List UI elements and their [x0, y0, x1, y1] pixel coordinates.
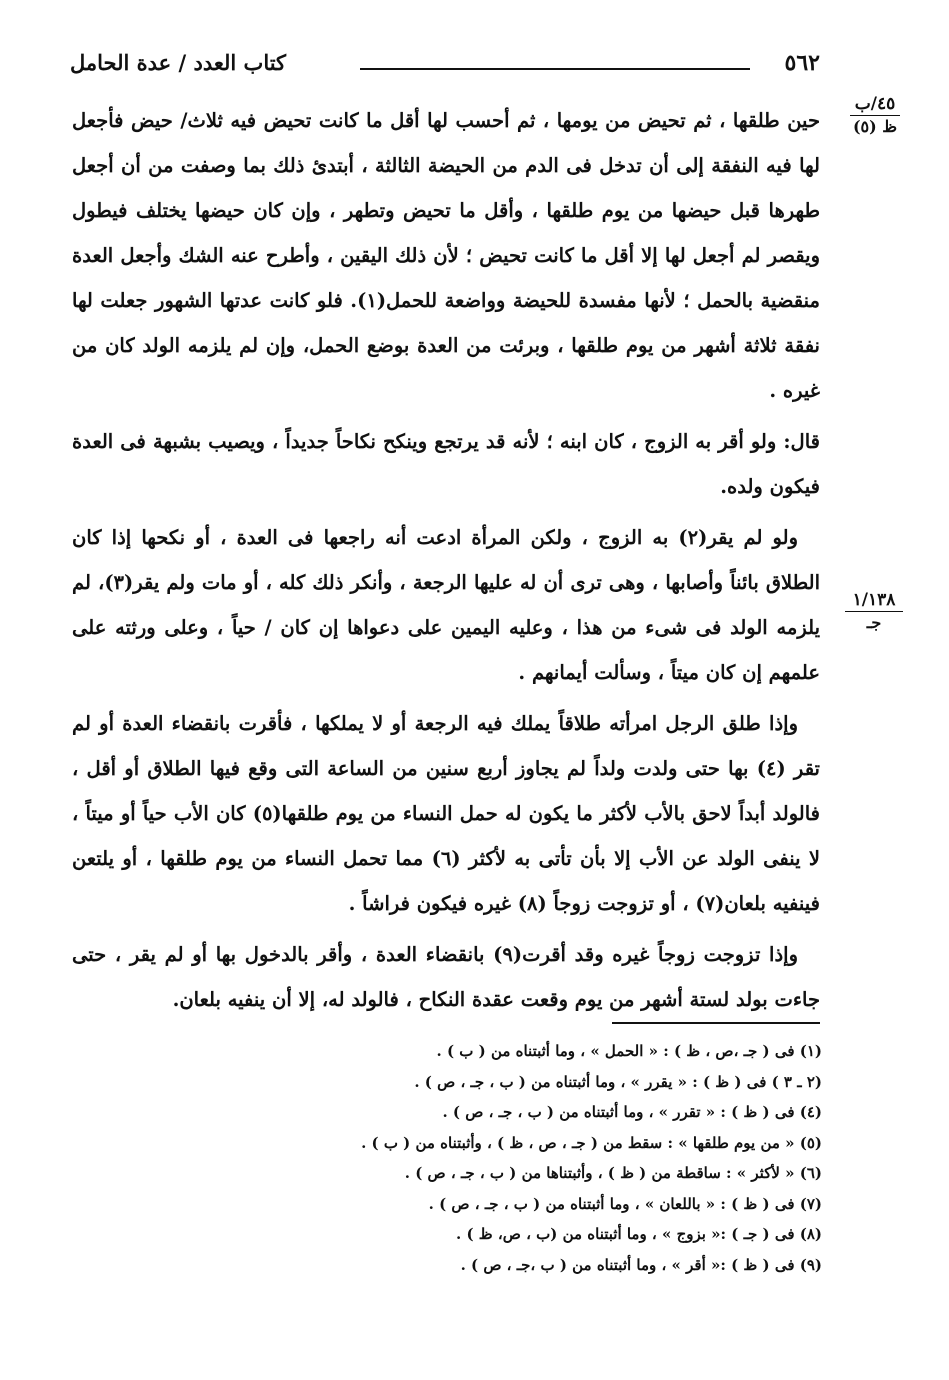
footnote: (٩) فى ( ظ ) :« أقر » ، وما أثبتناه من ( ب ،جـ ، ص ) .: [460, 1255, 822, 1274]
margin-note-bottom: جـ: [866, 613, 882, 632]
footnotes: [300, 1036, 822, 1280]
page-header: [70, 42, 820, 82]
paragraph-lead: قال:: [783, 430, 820, 453]
footnote: (٧) فى ( ظ ) : « باللعان » ، وما أثبتناه من ( ب ، جـ ، ص ) .: [428, 1194, 822, 1213]
running-title: كتاب العدد / عدة الحامل: [70, 50, 287, 75]
footnote-divider: [612, 1022, 820, 1024]
margin-note-top: ٤٥/ب: [850, 94, 900, 116]
paragraph: [72, 98, 820, 413]
paragraph-text: ولو أقر به الزوج ، كان ابنه ؛ لأنه قد يرتجع وينكح نكاحاً جديداً ، ويصيب بشبهة فى العدة فيكون ولده.: [72, 430, 820, 498]
margin-note-top: ١/١٣٨: [845, 590, 903, 612]
footnote: (٨) فى ( جـ ) :« بزوج » ، وما أثبتناه من (ب ، ص، ظ ) .: [456, 1225, 822, 1243]
paragraph-text: وإذا تزوجت زوجاً غيره وقد أقرت(٩) بانقضاء العدة ، وأقر بالدخول بها أو لم يقر ، حتى جاءت بولد لستة أشهر من يوم وقعت عقدة النكاح ، فالولد له، إلا أن ينفيه بلعان.: [72, 943, 820, 1011]
margin-note-bottom: ظ (٥): [852, 117, 898, 136]
paragraph: [72, 932, 820, 1022]
paragraph-text: ولو لم يقر(٢) به الزوج ، ولكن المرأة ادعت أنه راجعها فى العدة ، أو نكحها إذا كان الطلاق بائناً وأصابها ، وهى ترى أن له عليها الرجعة ، وأنكر ذلك كله ، أو مات ولم يقر(٣)، لم يلزمه الولد فى شىء من هذا ، وعليه اليمين على دعواها إن كان / حياً ، وعلى ورثته على علمهم إن كان ميتاً ، وسألت أيمانهم .: [72, 526, 820, 684]
main-text: [72, 98, 820, 1028]
page-number: ٥٦٢: [784, 50, 820, 76]
footnote: (٦) « لأكثر » : ساقطة من ( ظ ) ، وأثبتناها من ( ب ، جـ ، ص ) .: [404, 1164, 822, 1182]
paragraph: [72, 419, 820, 509]
margin-note-manuscript-ref: [850, 94, 900, 136]
footnote: (١) فى ( جـ ،ص ، ظ ) : « الحمل » ، وما أثبتناه من ( ب ) .: [436, 1042, 822, 1060]
margin-note-manuscript-ref: [845, 590, 903, 632]
paragraph-text: حين طلقها ، ثم تحيض من يومها ، ثم أحسب لها أقل ما كانت تحيض فيه ثلاث/ حيض فأجعل لها فيه النفقة إلى أن تدخل فى الدم من الحيضة الثالثة ، أبتدئ ذلك بما وصفت من أن أجعل طهرها قبل حيضها من يوم طلقها ، وأقل ما تحيض وتطهر ، وإن كان حيضها يختلف فيطول ويقصر لم أجعل لها إلا أقل ما كانت تحيض ؛ لأن ذلك اليقين ، وأطرح عنه الشك وأجعل العدة منقضية بالحمل ؛ لأنها مفسدة للحيضة وواضعة للحمل(١). فلو كانت عدتها الشهور جعلت لها نفقة ثلاثة أشهر من يوم طلقها ، وبرئت من العدة بوضع الحمل، وإن لم يلزمه الولد كان من غيره .: [72, 109, 820, 402]
paragraph: [72, 701, 820, 926]
header-rule: [360, 68, 750, 70]
footnote: (٥) « من يوم طلقها » : سقط من ( جـ ، ص ، ظ ) ، وأثبتناه من ( ب ) .: [361, 1133, 822, 1152]
footnote: (٤) فى ( ظ ) : « تقرر » ، وما أثبتناه من ( ب ، جـ ، ص ) .: [442, 1103, 822, 1121]
paragraph: [72, 515, 820, 695]
footnote: (٢ ـ ٣ ) فى ( ظ ) : « يقرر » ، وما أثبتناه من ( ب ، جـ ، ص ) .: [414, 1072, 822, 1091]
paragraph-text: وإذا طلق الرجل امرأته طلاقاً يملك فيه الرجعة أو لا يملكها ، فأقرت بانقضاء العدة أو لم تقر (٤) بها حتى ولدت ولداً لم يجاوز أربع سنين من الساعة التى وقع فيها الطلاق أو أقل ، فالولد أبداً لاحق بالأب لأكثر ما يكون له حمل النساء من يوم طلقها(٥) كان الأب حياً أو ميتاً ، لا ينفى الولد عن الأب إلا بأن تأتى به لأكثر (٦) مما تحمل النساء من يوم طلقها ، أو يلتعن فينفيه بلعان(٧) ، أو تزوجت زوجاً (٨) غيره فيكون فراشاً .: [72, 712, 820, 915]
